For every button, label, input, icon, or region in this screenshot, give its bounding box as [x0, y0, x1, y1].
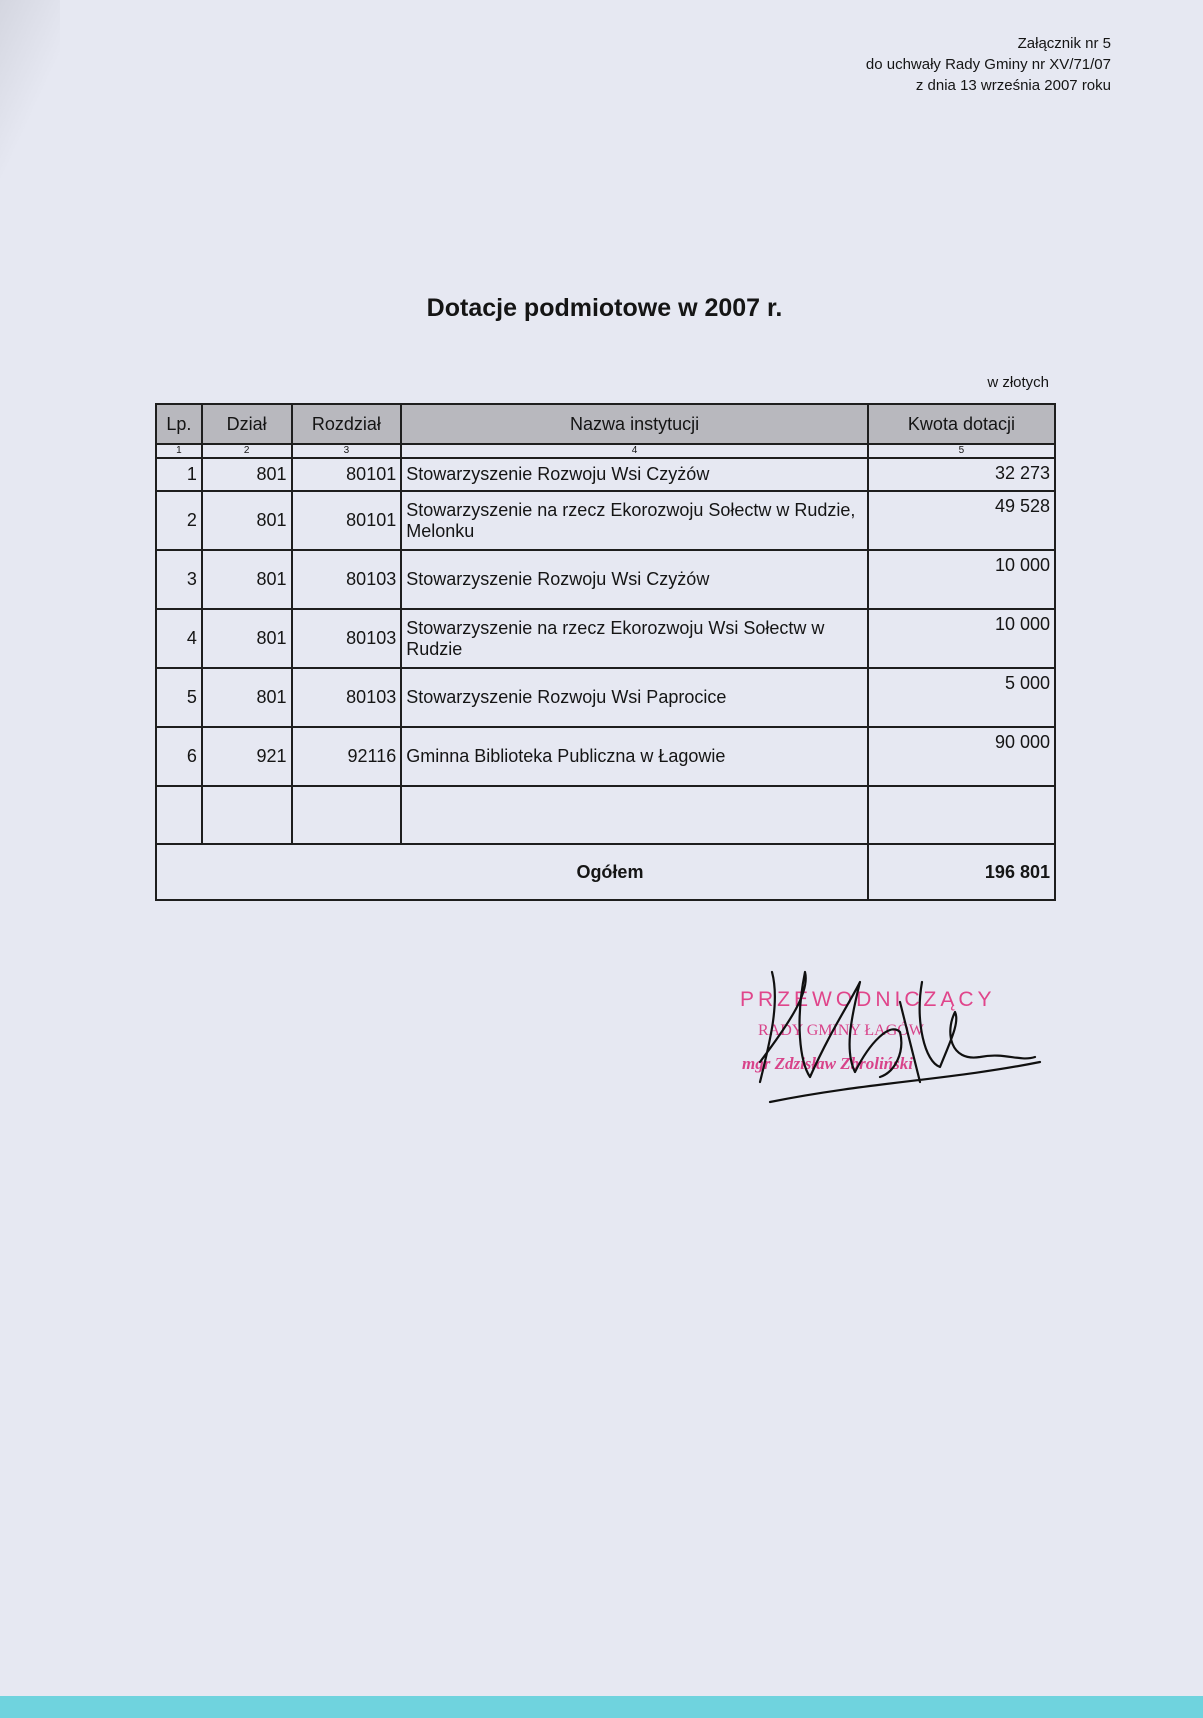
cell-dzial: 801 [202, 550, 292, 609]
annex-header [866, 33, 1111, 96]
col-header-rozdzial: Rozdział [292, 404, 402, 444]
cell-rozdzial: 80103 [292, 668, 402, 727]
cell-nazwa: Stowarzyszenie Rozwoju Wsi Czyżów [401, 550, 868, 609]
column-number-row [156, 444, 1055, 458]
table-row [156, 550, 1055, 609]
cell-nazwa: Stowarzyszenie na rzecz Ekorozwoju Sołectw w Rudzie, Melonku [401, 491, 868, 550]
cell-lp: 5 [156, 668, 202, 727]
annex-number: Załącznik nr 5 [1017, 35, 1111, 52]
empty-cell [202, 786, 292, 844]
cell-dzial: 801 [202, 458, 292, 491]
table-row [156, 668, 1055, 727]
stamp-council: RADY GMINY ŁAGÓW [758, 1022, 924, 1039]
cell-dzial: 921 [202, 727, 292, 786]
annex-resolution: do uchwały Rady Gminy nr XV/71/07 [865, 56, 1111, 73]
scan-shadow [0, 0, 60, 180]
cell-rozdzial: 80101 [292, 491, 402, 550]
cell-nazwa: Stowarzyszenie na rzecz Ekorozwoju Wsi Sołectw w Rudzie [401, 609, 868, 668]
table-header-row [156, 404, 1055, 444]
table-row [156, 609, 1055, 668]
currency-unit: w złotych [987, 374, 1049, 391]
cell-kwota: 49 528 [868, 491, 1055, 550]
col-header-kwota: Kwota dotacji [868, 404, 1055, 444]
subsidy-table [155, 403, 1056, 901]
cell-lp: 1 [156, 458, 202, 491]
cell-kwota: 10 000 [868, 550, 1055, 609]
stamp-title: PRZEWODNICZĄCY [740, 988, 996, 1011]
cell-nazwa: Stowarzyszenie Rozwoju Wsi Paprocice [401, 668, 868, 727]
table-row [156, 727, 1055, 786]
col-number: 5 [868, 444, 1055, 458]
cell-nazwa: Gminna Biblioteka Publiczna w Łagowie [401, 727, 868, 786]
cell-nazwa: Stowarzyszenie Rozwoju Wsi Czyżów [401, 458, 868, 491]
stamp-name: mgr Zdzisław Zbroliński [742, 1054, 913, 1073]
cell-rozdzial: 92116 [292, 727, 402, 786]
cell-lp: 4 [156, 609, 202, 668]
cell-rozdzial: 80103 [292, 609, 402, 668]
empty-cell [156, 786, 202, 844]
empty-cell [401, 786, 868, 844]
annex-date: z dnia 13 września 2007 roku [915, 77, 1111, 94]
scan-bottom-band [0, 1696, 1203, 1718]
handwritten-signature [750, 962, 1050, 1112]
cell-dzial: 801 [202, 668, 292, 727]
document-title [0, 294, 1203, 323]
total-row [156, 844, 1055, 900]
cell-rozdzial: 80101 [292, 458, 402, 491]
total-label: Ogółem [156, 844, 868, 900]
col-header-dzial: Dział [202, 404, 292, 444]
cell-rozdzial: 80103 [292, 550, 402, 609]
table-row [156, 458, 1055, 491]
cell-dzial: 801 [202, 491, 292, 550]
empty-cell [292, 786, 402, 844]
cell-kwota: 32 273 [868, 458, 1055, 491]
cell-dzial: 801 [202, 609, 292, 668]
empty-table-row [156, 786, 1055, 844]
cell-lp: 2 [156, 491, 202, 550]
cell-kwota: 5 000 [868, 668, 1055, 727]
col-number: 4 [401, 444, 868, 458]
cell-kwota: 90 000 [868, 727, 1055, 786]
table-row [156, 491, 1055, 550]
empty-cell [868, 786, 1055, 844]
cell-kwota: 10 000 [868, 609, 1055, 668]
col-number: 1 [156, 444, 202, 458]
col-number: 3 [292, 444, 402, 458]
document-title-text: Dotacje podmiotowe w 2007 r. [426, 294, 783, 322]
col-header-lp: Lp. [156, 404, 202, 444]
col-number: 2 [202, 444, 292, 458]
cell-lp: 3 [156, 550, 202, 609]
cell-lp: 6 [156, 727, 202, 786]
col-header-nazwa: Nazwa instytucji [401, 404, 868, 444]
total-value: 196 801 [868, 844, 1055, 900]
